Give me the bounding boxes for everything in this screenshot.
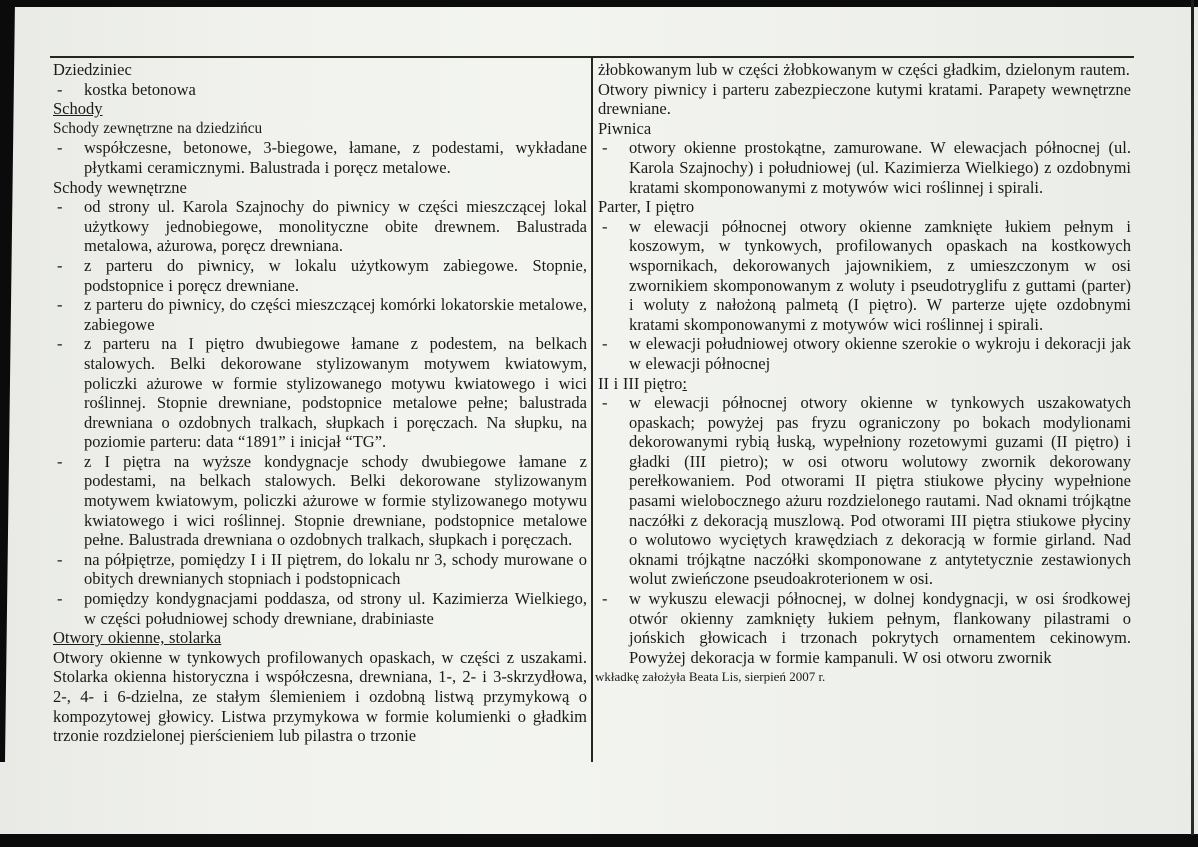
bullet-dash: - [57, 589, 63, 609]
heading-label: II i III piętro [598, 373, 683, 393]
doc-bullet-item [598, 334, 1131, 373]
doc-paragraph: Otwory piwnicy i parteru zabezpieczone kutymi kratami. Parapety wewnętrzne drewniane. [598, 79, 1131, 119]
doc-heading: Piwnica [598, 118, 652, 138]
doc-bullet-item [53, 550, 587, 589]
doc-bullet-item [53, 138, 587, 177]
scan-artifact-top-band [0, 0, 1198, 7]
bullet-text: współczesne, betonowe, 3-biegowe, łamane, z podestami, wykładane płytkami ceramicznymi. Balustrada i poręcz metalowe. [84, 138, 587, 177]
bullet-dash: - [57, 138, 63, 158]
scan-artifact-left-band [0, 0, 16, 762]
bullet-text: w elewacji północnej otwory okienne w tynkowych uszakowatych opaskach; powyżej pas fryzu ograniczony po bokach modylionami dekorowanymi rybią łuską, wypełniony rozetowymi guzami (II piętro) i gładki (III pietro); w osi otworu wolutowy zwornik dekorowany perełkowaniem. Pod otworami II piętra stiukowe płyciny wypełnione pasami wielobocznego ażuru rozdzielonego rautami. Nad oknami trójkątne naczółki z dekoracją muszlową. Pod otworami III piętra stiukowe płyciny o wolutowo wyciętych krawędziach z dekoracją w formie girland. Nad oknami trójkątne naczółki skomponowane z antytetycznie zestawionych wolut zwieńczone pseudoakroterionem w osi. [629, 393, 1131, 589]
doc-heading [598, 374, 1131, 394]
doc-paragraph: żłobkowanym lub w części żłobkowanym w części gładkim, dzielonym rautem. [598, 60, 1130, 79]
column-right [595, 60, 1131, 685]
bullet-dash: - [602, 393, 608, 413]
column-left [53, 60, 587, 746]
doc-bullet-item [53, 589, 587, 628]
bullet-text: kostka betonowa [84, 79, 196, 99]
bullet-text: z parteru do piwnicy, w lokalu użytkowym zabiegowe. Stopnie, podstopnice i poręcz drewniane. [84, 255, 587, 295]
bullet-text: z parteru do piwnicy, do części mieszczącej komórki lokatorskie metalowe, zabiegowe [84, 295, 587, 334]
doc-bullet-item [53, 197, 587, 256]
doc-bullet-item [598, 393, 1131, 589]
bullet-dash: - [602, 334, 608, 354]
doc-bullet-item [53, 295, 587, 334]
scan-artifact-bottom-band [0, 834, 1198, 847]
bullet-text: z parteru na I piętro dwubiegowe łamane z podestem, na belkach stalowych. Belki dekorowane stylizowanym motywem kwiatowym, policzki ażurowe w formie stylizowanego motywu kwiatowego i wici roślinnej. Stopnie drewniane, podstopnice metalowe pełne; balustrada drewniana o ozdobnych tralkach, słupkach i poręczach. Na słupku, na poziomie parteru: data “1891” i inicjał “TG”. [84, 334, 587, 452]
doc-bullet-item [53, 334, 587, 452]
bullet-dash: - [602, 216, 608, 236]
doc-bullet-item [53, 80, 587, 100]
doc-bullet-item [598, 138, 1131, 197]
doc-heading: Schody wewnętrzne [53, 177, 187, 197]
doc-heading: Otwory okienne, stolarka [53, 628, 222, 648]
bullet-text: od strony ul. Karola Szajnochy do piwnicy w części mieszczącej lokal użytkowy jednobiegowe, monolityczne obite drewnem. Balustrada metalowa, ażurowa, poręcz drewniana. [84, 197, 587, 256]
bullet-dash: - [57, 197, 63, 217]
bullet-dash: - [57, 334, 63, 354]
bullet-dash: - [57, 295, 63, 315]
bullet-text: na półpiętrze, pomiędzy I i II piętrem, do lokalu nr 3, schody murowane o obitych drewnianych stopniach i podstopnicach [84, 549, 587, 589]
scan-artifact-right-edge [1191, 0, 1194, 835]
doc-heading: Parter, I piętro [598, 197, 695, 217]
footer-note: wkładkę założyła Beata Lis, sierpień 2007 r. [595, 669, 826, 685]
doc-paragraph: Otwory okienne w tynkowych profilowanych opaskach, w części z uszakami. Stolarka okienna historyczna i współczesna, drewniana, 1-, 2- i 3-skrzydłowa, 2-, 4- i 6-dzielna, ze stałym ślemieniem i ozdobną listwą przymykową o kompozytowej głowicy. Listwa przymykowa w formie kolumienki o gładkim trzonie rozdzielonej pierścieniem lub pilastra o trzonie [53, 647, 587, 746]
bullet-text: w elewacji północnej otwory okienne zamknięte łukiem pełnym i koszowym, w tynkowych, profilowanych opaskach na kostkowych wspornikach, dekorowanych jajownikiem, z umieszczonym w osi zwornikiem skomponowanym z woluty i pseudotryglifu z guttami (parter) i woluty z nałożoną palmetą (I piętro). W parterze ujęte ozdobnymi kratami skomponowanymi z motywów wici roślinnej i spirali. [629, 216, 1131, 334]
doc-bullet-item [598, 217, 1131, 335]
bullet-dash: - [57, 255, 63, 275]
bullet-dash: - [57, 79, 63, 99]
bullet-dash: - [602, 138, 608, 158]
bullet-text: otwory okienne prostokątne, zamurowane. W elewacjach północnej (ul. Karola Szajnochy) i południowej (ul. Kazimierza Wielkiego) z ozdobnymi kratami skomponowanymi z motywów wici roślinnej i spirali. [629, 138, 1131, 197]
doc-bullet-item [53, 256, 587, 295]
bullet-dash: - [57, 549, 63, 569]
bullet-text: w elewacji południowej otwory okienne szerokie o wykroju i dekoracji jak w elewacji północnej [629, 334, 1131, 373]
bullet-dash: - [602, 589, 608, 609]
doc-heading: Schody zewnętrzne na dziedzińcu [53, 119, 263, 137]
doc-heading: Dziedziniec [53, 60, 132, 79]
doc-bullet-item [598, 589, 1131, 667]
heading-tail-colon: : [682, 373, 688, 393]
column-divider-rule [591, 56, 593, 762]
bullet-text: pomiędzy kondygnacjami poddasza, od strony ul. Kazimierza Wielkiego, w części południowej schody drewniane, drabiniaste [84, 589, 587, 628]
bullet-dash: - [57, 451, 63, 471]
doc-heading: Schody [53, 99, 103, 119]
doc-bullet-item [53, 452, 587, 550]
bullet-text: z I piętra na wyższe kondygnacje schody dwubiegowe łamane z podestami, na belkach stalowych. Belki dekorowane stylizowanym motywem kwiatowym, policzki ażurowe w formie stylizowanego motywu kwiatowego i wici roślinnej. Stopnie drewniane, podstopnice metalowe pełne. Balustrada drewniana o ozdobnych tralkach, słupkach i poręczach. [84, 451, 587, 550]
bullet-text: w wykuszu elewacji północnej, w dolnej kondygnacji, w osi środkowej otwór okienny zamknięty łukiem pełnym, flankowany pilastrami o jońskich głowicach i trzonach pokrytych ornamentem cekinowym. Powyżej dekoracja w formie kampanuli. W osi otworu zwornik [629, 589, 1131, 667]
